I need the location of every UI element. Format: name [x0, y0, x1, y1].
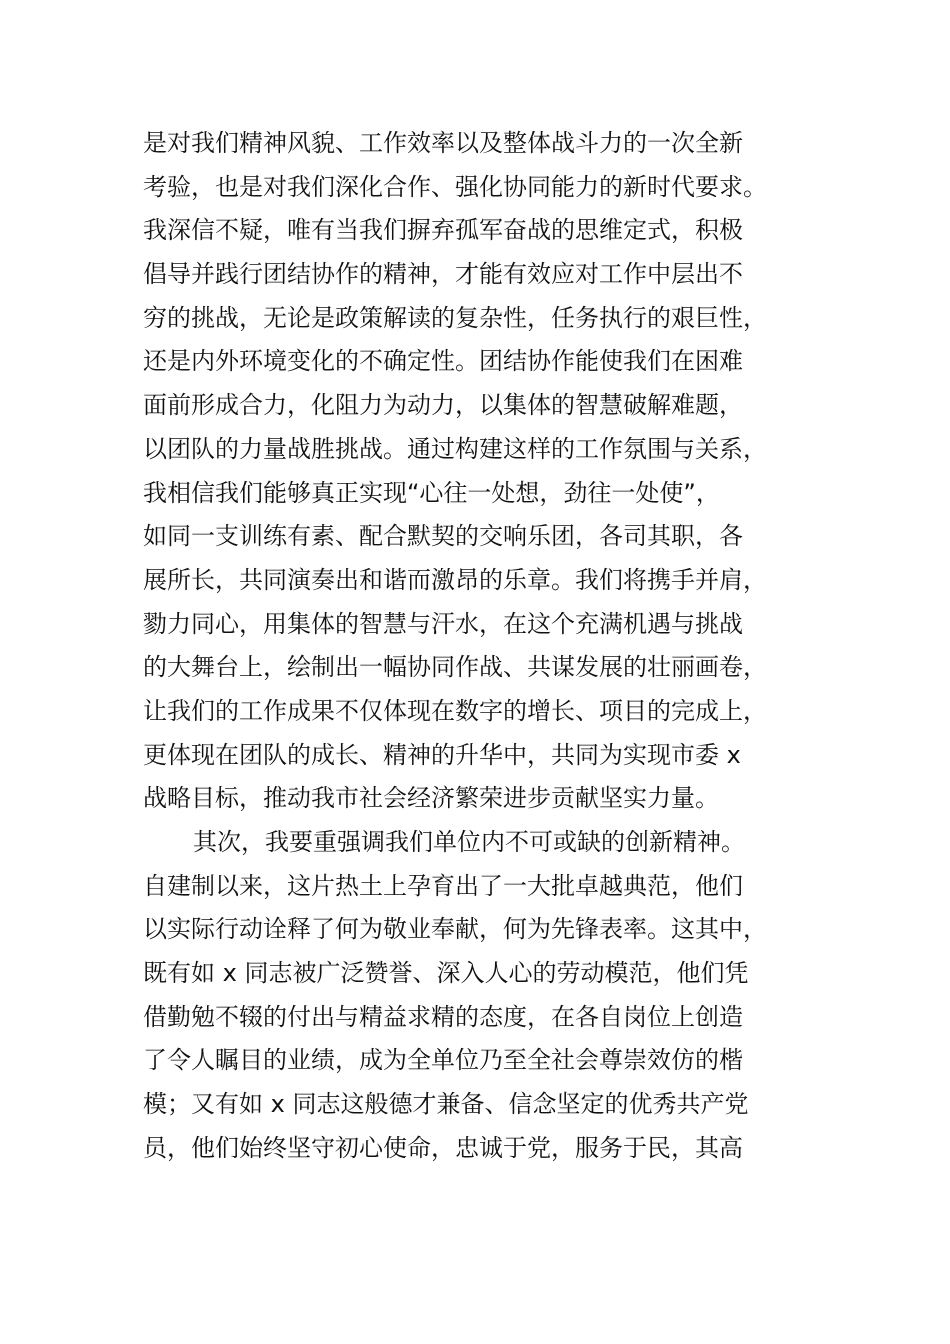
text-line: 以实际行动诠释了何为敬业奉献，何为先锋表率。这其中， [143, 915, 767, 944]
text-line: 战略目标，推动我市社会经济繁荣进步贡献坚实力量。 [143, 784, 719, 813]
text-line: 面前形成合力，化阻力为动力，以集体的智慧破解难题， [143, 391, 743, 420]
text-line: 让我们的工作成果不仅体现在数字的增长、项目的完成上， [143, 696, 767, 725]
paragraph-start-line: 其次，我要重强调我们单位内不可或缺的创新精神。 [193, 828, 745, 856]
text-line: 穷的挑战，无论是政策解读的复杂性，任务执行的艰巨性， [143, 303, 767, 332]
text-line: 如同一支训练有素、配合默契的交响乐团，各司其职，各 [143, 522, 743, 551]
text-line: 借勤勉不辍的付出与精益求精的态度，在各自岗位上创造 [143, 1002, 743, 1031]
text-line: 的大舞台上，绘制出一幅协同作战、共谋发展的壮丽画卷， [143, 653, 767, 682]
text-line: 自建制以来，这片热土上孕育出了一大批卓越典范，他们 [143, 871, 743, 900]
text-line: 了令人瞩目的业绩，成为全单位乃至全社会尊崇效仿的楷 [143, 1046, 743, 1075]
text-line: 更体现在团队的成长、精神的升华中，共同为实现市委 x [143, 740, 741, 769]
body-text [143, 122, 823, 1171]
text-line: 考验，也是对我们深化合作、强化协同能力的新时代要求。 [143, 172, 767, 201]
text-line: 我深信不疑，唯有当我们摒弃孤军奋战的思维定式，积极 [143, 216, 743, 245]
text-line: 员，他们始终坚守初心使命，忠诚于党，服务于民，其高 [143, 1133, 743, 1162]
text-line: 倡导并践行团结协作的精神，才能有效应对工作中层出不 [143, 260, 743, 289]
text-line: 既有如 x 同志被广泛赞誉、深入人心的劳动模范，他们凭 [143, 959, 749, 988]
text-line: 模；又有如 x 同志这般德才兼备、信念坚定的优秀共产党 [143, 1090, 749, 1119]
text-line: 我相信我们能够真正实现“心往一处想，劲往一处使”， [143, 478, 720, 507]
text-line: 还是内外环境变化的不确定性。团结协作能使我们在困难 [143, 347, 743, 376]
text-line: 展所长，共同演奏出和谐而激昂的乐章。我们将携手并肩， [143, 565, 767, 594]
text-line: 是对我们精神风貌、工作效率以及整体战斗力的一次全新 [143, 129, 743, 157]
text-line: 勠力同心，用集体的智慧与汗水，在这个充满机遇与挑战 [143, 609, 743, 638]
text-line: 以团队的力量战胜挑战。通过构建这样的工作氛围与关系， [143, 434, 767, 463]
